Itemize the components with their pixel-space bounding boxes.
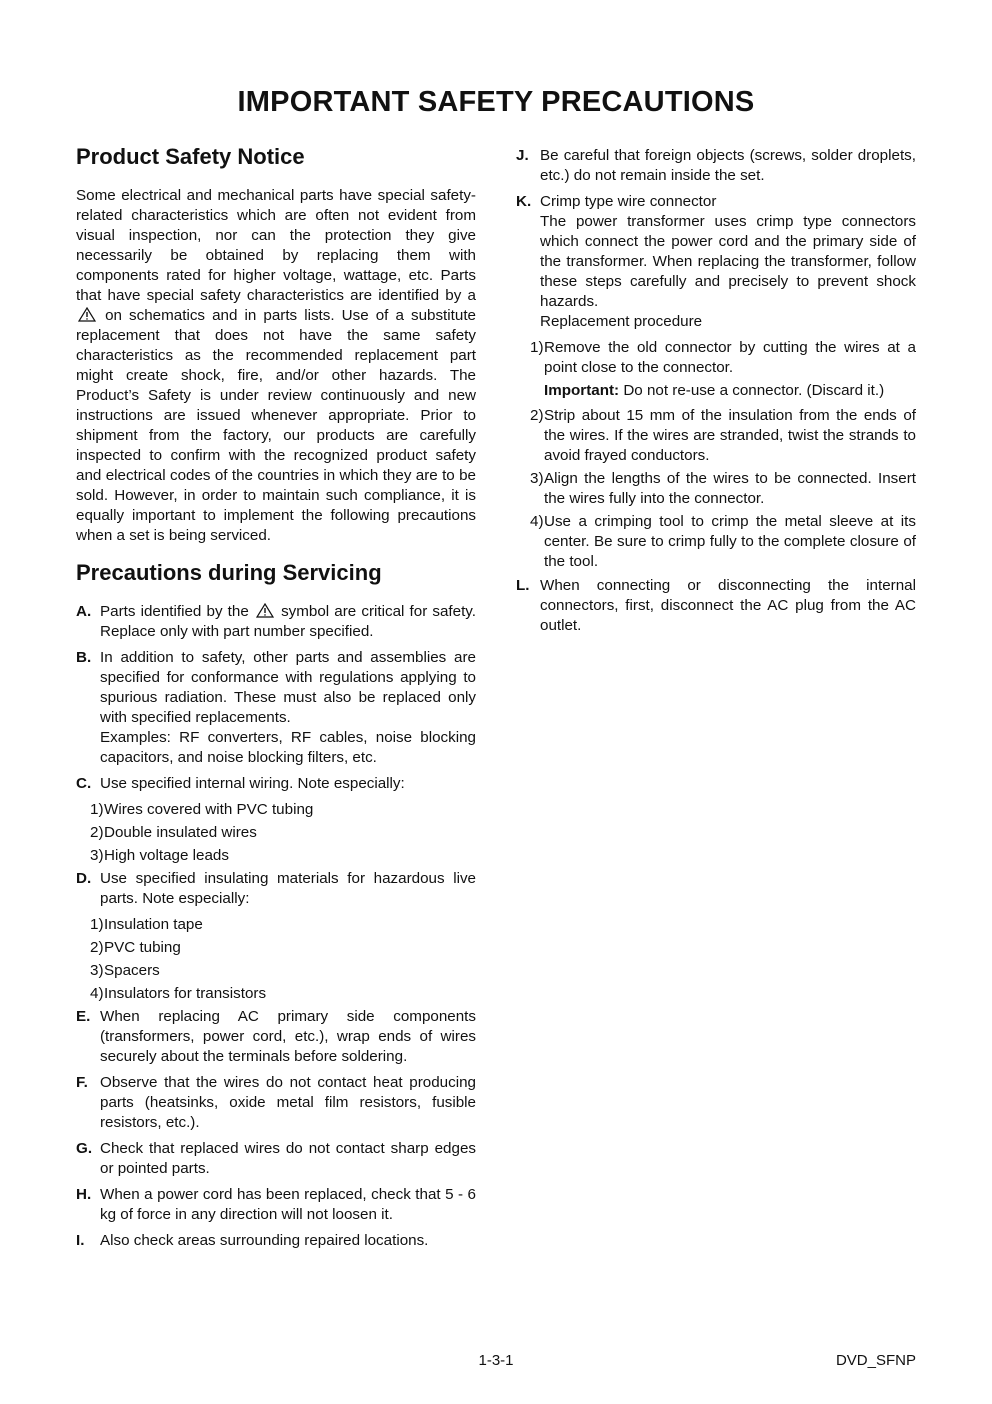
precaution-d bbox=[76, 869, 476, 909]
item-label: J. bbox=[516, 147, 529, 164]
list-number: 3) bbox=[90, 847, 104, 864]
precaution-a-text-b: symbol are critical for safety. Replace only with part number specified. bbox=[100, 603, 476, 640]
precaution-a bbox=[76, 602, 476, 642]
item-label: C. bbox=[76, 775, 92, 792]
warning-triangle-icon bbox=[78, 307, 96, 322]
warning-triangle-icon bbox=[256, 603, 274, 618]
important-label: Important: bbox=[544, 382, 620, 399]
precaution-k-title: Crimp type wire connector bbox=[540, 193, 717, 210]
list-number: 1) bbox=[90, 916, 104, 933]
precaution-b bbox=[76, 648, 476, 768]
precaution-k-procedure: Replacement procedure bbox=[540, 313, 703, 330]
product-safety-text-a: Some electrical and mechanical parts have special safety-related characteristics which are often not evident from visual inspection, nor can the protection they give necessarily be obtained by replacing them with components rated for higher voltage, wattage, etc. Parts that have special safety characteristics are identified by a bbox=[76, 187, 476, 304]
item-label: I. bbox=[76, 1232, 85, 1249]
precaution-a-text-a: Parts identified by the bbox=[100, 603, 249, 620]
precaution-h bbox=[76, 1185, 476, 1225]
list-text: Insulators for transistors bbox=[104, 985, 267, 1002]
list-item bbox=[90, 938, 476, 958]
left-column bbox=[76, 142, 476, 1257]
list-item bbox=[90, 961, 476, 981]
list-item bbox=[516, 338, 916, 378]
list-number: 1) bbox=[90, 801, 104, 818]
item-text bbox=[100, 648, 476, 768]
list-number: 2) bbox=[530, 407, 544, 424]
list-text: PVC tubing bbox=[104, 939, 181, 956]
list-text: Remove the old connector by cutting the wires at a point close to the connector. bbox=[544, 339, 916, 376]
page-number: 1-3-1 bbox=[478, 1352, 514, 1369]
list-item bbox=[516, 512, 916, 572]
list-number: 1) bbox=[530, 339, 544, 356]
item-text: When replacing AC primary side components (transformers, power cord, etc.), wrap ends of wires securely about the terminals before soldering. bbox=[100, 1008, 476, 1065]
precaution-e bbox=[76, 1007, 476, 1067]
item-label: H. bbox=[76, 1186, 92, 1203]
product-safety-heading: Product Safety Notice bbox=[76, 144, 305, 169]
list-number: 3) bbox=[90, 962, 104, 979]
document-code: DVD_SFNP bbox=[835, 1352, 916, 1369]
item-text: Use specified internal wiring. Note especially: bbox=[100, 775, 405, 792]
list-text: Strip about 15 mm of the insulation from the ends of the wires. If the wires are stranded, twist the strands to avoid frayed conductors. bbox=[544, 407, 916, 464]
list-item bbox=[90, 800, 476, 820]
list-item bbox=[90, 984, 476, 1004]
list-number: 4) bbox=[90, 985, 104, 1002]
list-item bbox=[516, 469, 916, 509]
item-label: D. bbox=[76, 870, 92, 887]
precaution-c-list bbox=[76, 800, 476, 866]
item-label: A. bbox=[76, 603, 92, 620]
list-text: Insulation tape bbox=[104, 916, 203, 933]
item-text: Observe that the wires do not contact heat producing parts (heatsinks, oxide metal film resistors, fusible resistors, etc.). bbox=[100, 1074, 476, 1131]
list-item bbox=[516, 406, 916, 466]
precaution-k-text: The power transformer uses crimp type connectors which connect the power cord and the primary side of the transformer. When replacing the transformer, follow these steps carefully and precisely to prevent shock hazards. bbox=[540, 213, 916, 310]
list-text: Spacers bbox=[104, 962, 160, 979]
list-text: Wires covered with PVC tubing bbox=[104, 801, 314, 818]
list-number: 4) bbox=[530, 513, 544, 530]
item-label: K. bbox=[516, 193, 532, 210]
list-text: Align the lengths of the wires to be connected. Insert the wires fully into the connector. bbox=[544, 470, 916, 507]
item-label: B. bbox=[76, 649, 92, 666]
list-text: High voltage leads bbox=[104, 847, 229, 864]
item-label: E. bbox=[76, 1008, 91, 1025]
precaution-i bbox=[76, 1231, 476, 1251]
precaution-g bbox=[76, 1139, 476, 1179]
list-number: 2) bbox=[90, 824, 104, 841]
list-item bbox=[90, 915, 476, 935]
page-title: IMPORTANT SAFETY PRECAUTIONS bbox=[237, 86, 755, 118]
list-item bbox=[90, 846, 476, 866]
precaution-j bbox=[516, 146, 916, 186]
precaution-l bbox=[516, 576, 916, 636]
servicing-heading: Precautions during Servicing bbox=[76, 560, 382, 585]
item-text: When a power cord has been replaced, check that 5 - 6 kg of force in any direction will not loosen it. bbox=[100, 1186, 476, 1223]
item-text bbox=[100, 602, 476, 642]
item-text: Check that replaced wires do not contact sharp edges or pointed parts. bbox=[100, 1140, 476, 1177]
item-label: G. bbox=[76, 1140, 93, 1157]
item-label: L. bbox=[516, 577, 530, 594]
list-item bbox=[90, 823, 476, 843]
list-number: 2) bbox=[90, 939, 104, 956]
precaution-b-text: In addition to safety, other parts and assemblies are specified for conformance with regulations applying to spurious radiation. These must also be replaced only with specified replacements. bbox=[100, 649, 476, 726]
item-label: F. bbox=[76, 1074, 88, 1091]
list-text: Double insulated wires bbox=[104, 824, 257, 841]
product-safety-text-b: on schematics and in parts lists. Use of a substitute replacement that does not have the same safety characteristics as the recommended replacement part might create shock, fire, and/or other hazards. The Product’s Safety is under review continuously and new instructions are issued whenever appropriate. Prior to shipment from the factory, our products are carefully inspected to confirm with the recognized product safety and electrical codes of the countries in which they are to be sold. However, in order to maintain such compliance, it is equally important to implement the following precautions when a set is being serviced. bbox=[76, 307, 476, 544]
product-safety-paragraph bbox=[76, 186, 476, 546]
precaution-f bbox=[76, 1073, 476, 1133]
replacement-steps bbox=[516, 338, 916, 572]
item-text: Be careful that foreign objects (screws, solder droplets, etc.) do not remain inside the set. bbox=[540, 147, 916, 184]
important-text: Do not re-use a connector. (Discard it.) bbox=[623, 382, 885, 399]
item-text bbox=[540, 192, 916, 332]
right-column bbox=[516, 142, 916, 642]
precaution-c bbox=[76, 774, 476, 794]
item-text: When connecting or disconnecting the internal connectors, first, disconnect the AC plug from the AC outlet. bbox=[540, 577, 916, 634]
list-number: 3) bbox=[530, 470, 544, 487]
precaution-d-list bbox=[76, 915, 476, 1004]
precaution-b-examples: Examples: RF converters, RF cables, noise blocking capacitors, and noise blocking filters, etc. bbox=[100, 729, 476, 766]
item-text: Use specified insulating materials for hazardous live parts. Note especially: bbox=[100, 870, 476, 907]
important-note bbox=[516, 381, 916, 401]
item-text: Also check areas surrounding repaired locations. bbox=[100, 1232, 429, 1249]
precaution-k bbox=[516, 192, 916, 332]
list-text: Use a crimping tool to crimp the metal sleeve at its center. Be sure to crimp fully to the complete closure of the tool. bbox=[544, 513, 916, 570]
